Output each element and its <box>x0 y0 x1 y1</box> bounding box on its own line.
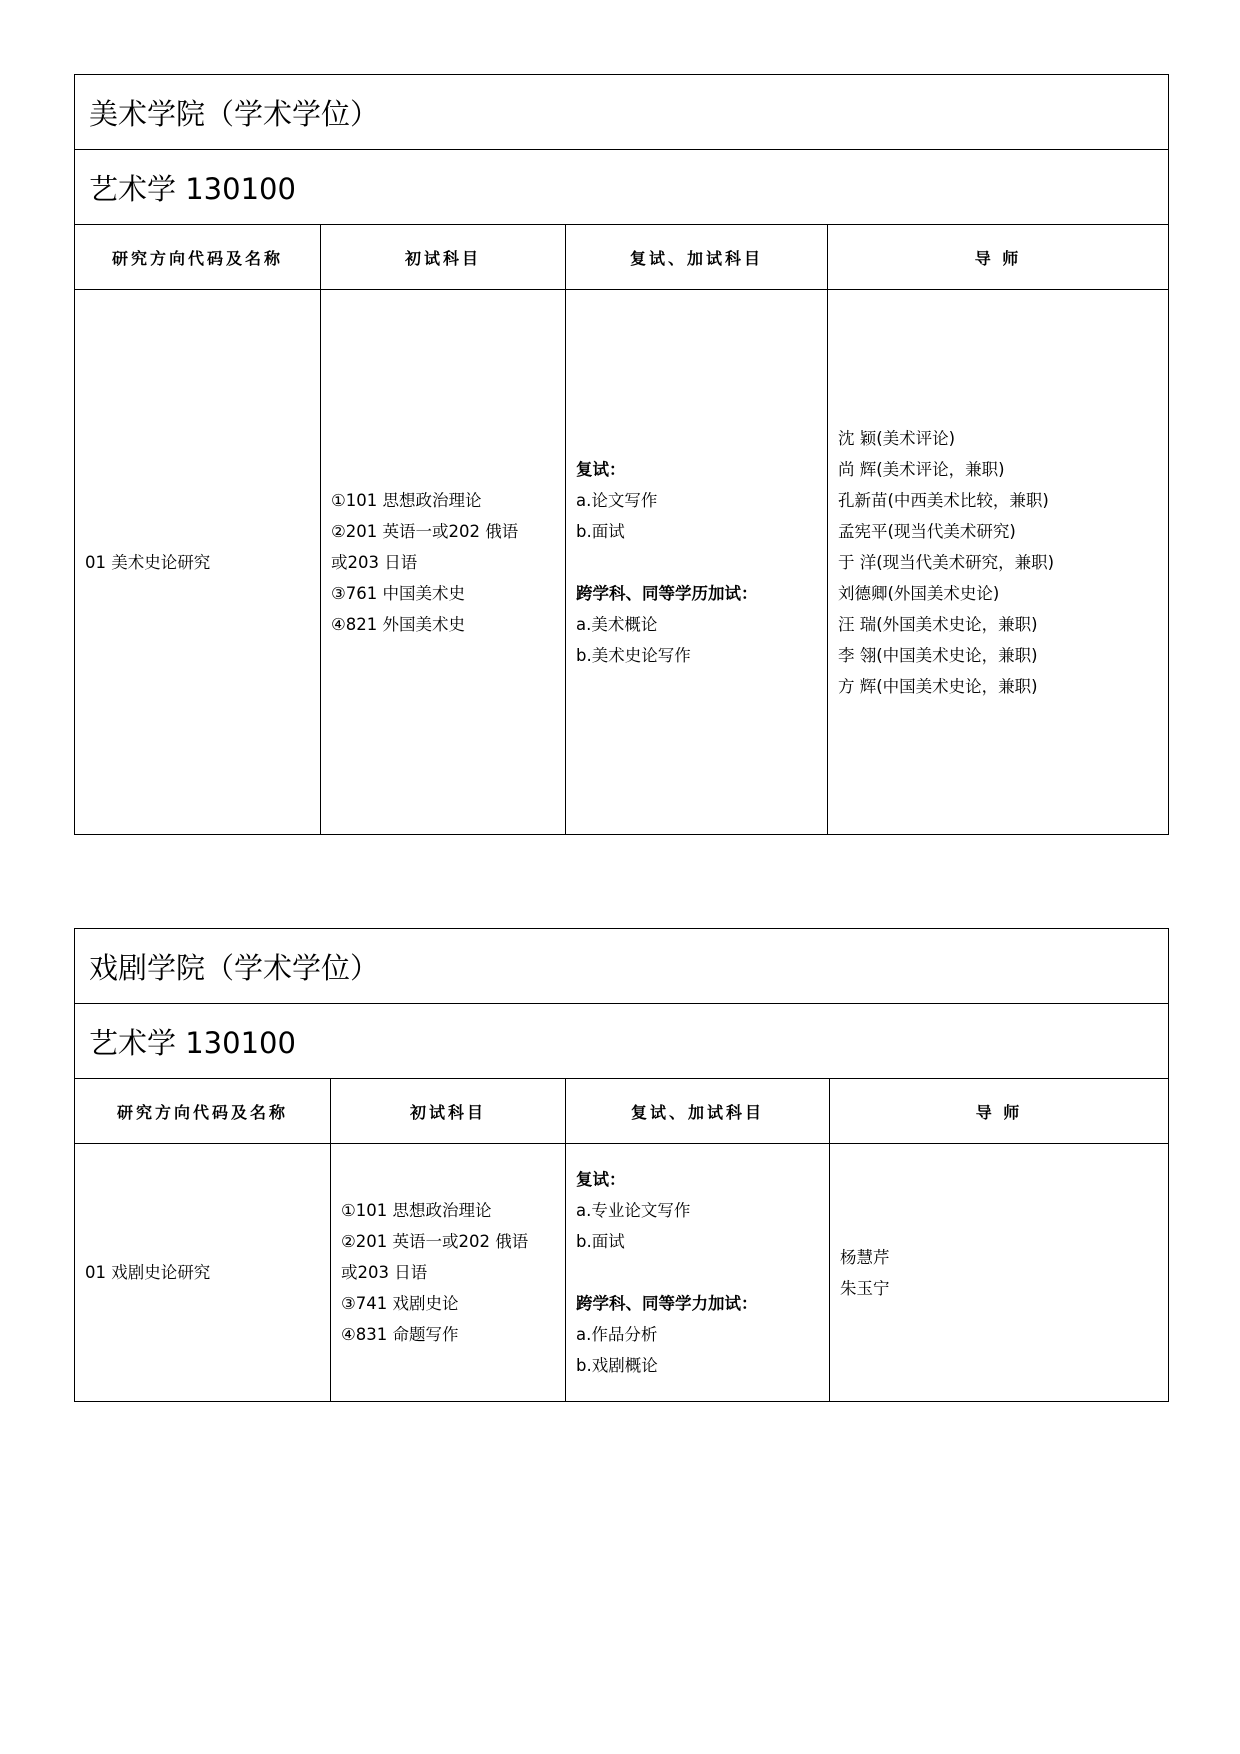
extra-exam-label: 跨学科、同等学历加试： <box>576 583 758 603</box>
drama-table <box>74 928 1169 1402</box>
advisor: 尚 辉(美术评论，兼职) <box>838 459 1005 479</box>
advisor: 方 辉(中国美术史论，兼职) <box>838 676 1038 696</box>
extra-exam-label: 跨学科、同等学力加试： <box>576 1294 758 1313</box>
section-fine-arts <box>74 74 1168 835</box>
retest-label: 复试： <box>576 459 626 479</box>
header-exams: 初试科目 <box>321 225 566 290</box>
exam-item: ②201 英语一或202 俄语 <box>331 521 519 541</box>
advisor: 孔新苗(中西美术比较，兼职) <box>838 490 1049 510</box>
spacer <box>576 1257 829 1288</box>
header-retest: 复试、加试科目 <box>566 1079 830 1144</box>
fine-arts-table <box>74 74 1169 835</box>
header-direction: 研究方向代码及名称 <box>75 1079 331 1144</box>
retest-item: b.面试 <box>576 1232 625 1251</box>
extra-exam-item: b.美术史论写作 <box>576 645 691 665</box>
retest-item: b.面试 <box>576 521 625 541</box>
advisor: 孟宪平(现当代美术研究) <box>838 521 1016 541</box>
exam-item: ③761 中国美术史 <box>331 583 466 603</box>
header-retest: 复试、加试科目 <box>566 225 828 290</box>
direction-cell <box>75 1144 331 1402</box>
advisor: 刘德卿(外国美术史论) <box>838 583 1000 603</box>
retest-label: 复试： <box>576 1170 626 1189</box>
extra-exam-item: b.戏剧概论 <box>576 1356 658 1375</box>
advisor: 于 洋(现当代美术研究，兼职) <box>838 552 1055 572</box>
exam-item: 或203 日语 <box>331 552 418 572</box>
advisor: 杨慧芹 <box>840 1247 890 1267</box>
exam-item: 或203 日语 <box>341 1263 428 1282</box>
advisors-cell <box>828 290 1169 835</box>
header-advisors: 导 师 <box>830 1079 1169 1144</box>
extra-exam-item: a.作品分析 <box>576 1325 658 1344</box>
advisor: 汪 瑞(外国美术史论，兼职) <box>838 614 1038 634</box>
advisor: 李 翎(中国美术史论，兼职) <box>838 645 1038 665</box>
header-exams: 初试科目 <box>331 1079 566 1144</box>
exams-cell <box>321 290 566 835</box>
direction-name: 01 美术史论研究 <box>85 552 211 572</box>
header-advisors: 导 师 <box>828 225 1169 290</box>
retest-cell <box>566 290 828 835</box>
exam-item: ①101 思想政治理论 <box>341 1201 492 1220</box>
spacer <box>576 547 827 578</box>
advisors-cell <box>830 1144 1169 1402</box>
extra-exam-item: a.美术概论 <box>576 614 658 634</box>
advisor: 朱玉宁 <box>840 1278 890 1298</box>
school-title: 戏剧学院（学术学位） <box>75 929 1169 1004</box>
advisor: 沈 颖(美术评论) <box>838 428 956 448</box>
direction-cell <box>75 290 321 835</box>
exams-cell <box>331 1144 566 1402</box>
header-direction: 研究方向代码及名称 <box>75 225 321 290</box>
retest-cell <box>566 1144 830 1402</box>
retest-item: a.专业论文写作 <box>576 1201 691 1220</box>
exam-item: ①101 思想政治理论 <box>331 490 482 510</box>
exam-item: ④831 命题写作 <box>341 1325 459 1344</box>
exam-item: ②201 英语一或202 俄语 <box>341 1232 529 1251</box>
discipline-title: 艺术学 130100 <box>75 1004 1169 1079</box>
discipline-title: 艺术学 130100 <box>75 150 1169 225</box>
retest-item: a.论文写作 <box>576 490 658 510</box>
school-title: 美术学院（学术学位） <box>75 75 1169 150</box>
exam-item: ④821 外国美术史 <box>331 614 466 634</box>
direction-name: 01 戏剧史论研究 <box>85 1263 211 1282</box>
section-drama <box>74 928 1168 1402</box>
exam-item: ③741 戏剧史论 <box>341 1294 459 1313</box>
